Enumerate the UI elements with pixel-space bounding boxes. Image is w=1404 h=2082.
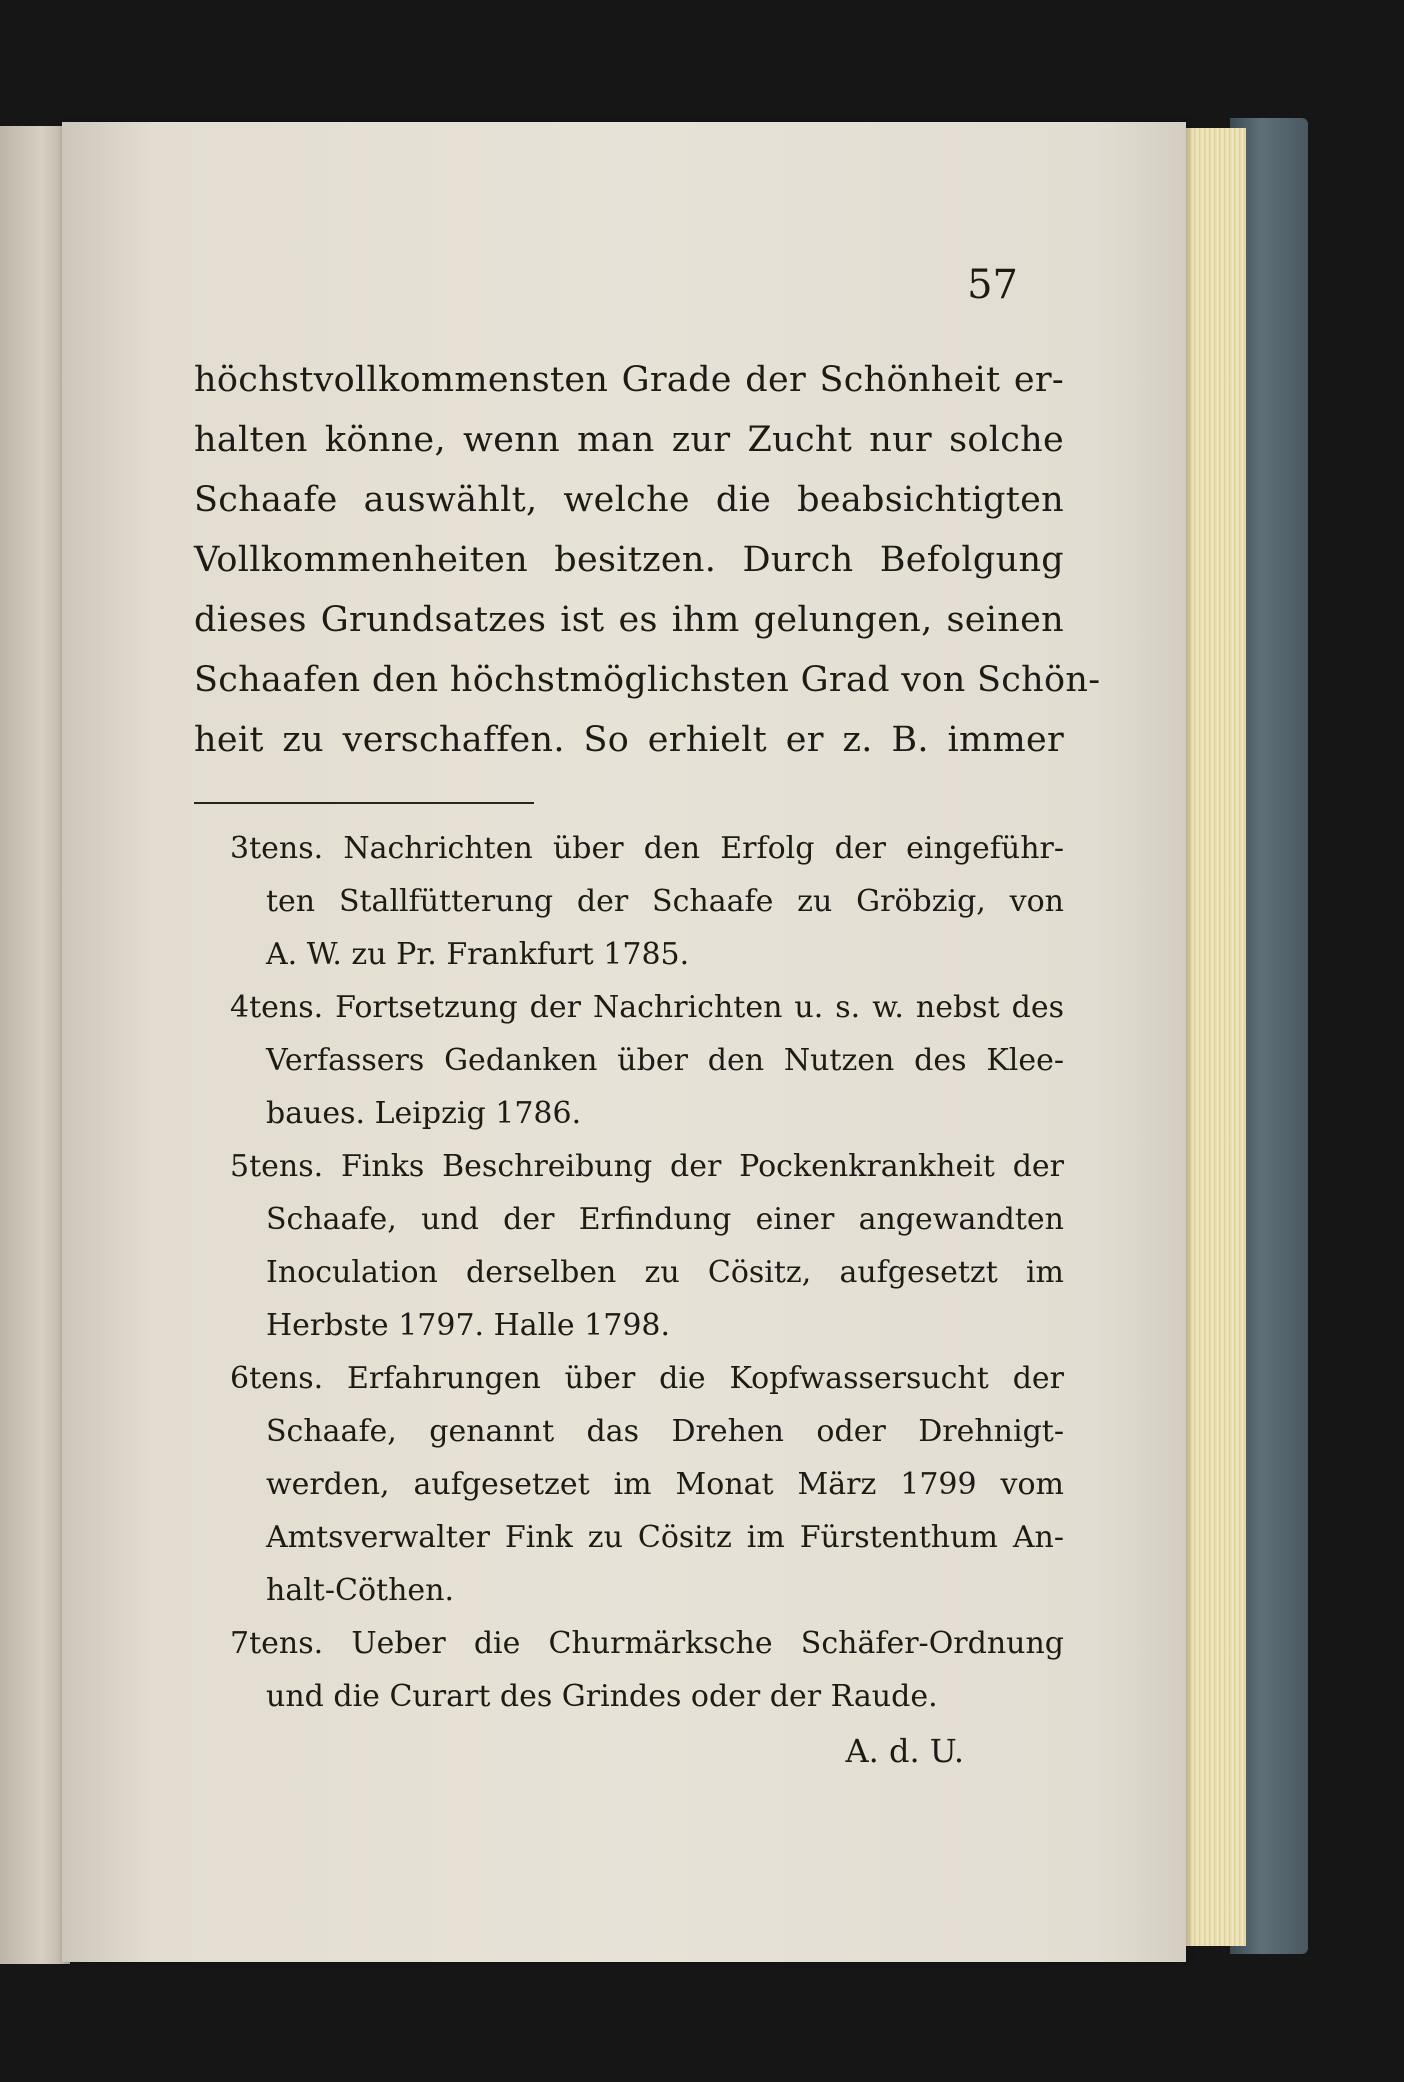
footnote-5 [230,1140,1064,1352]
body-line: Schaafe auswählt, welche die beabsichtigten [194,480,1064,520]
body-line: Vollkommenheiten besitzen. Durch Befolgung [194,540,1064,580]
body-line: heit zu verschaffen. So erhielt er z. B. immer [194,720,1064,760]
footnote-6 [230,1352,1064,1617]
footnote-3 [230,822,1064,981]
note-line: 5tens. Finks Beschreibung der Pockenkrankheit der [230,1149,1064,1184]
footnotes [230,822,1064,1779]
page-number: 57 [967,262,1018,308]
body-text [194,350,1101,770]
note-line: 6tens. Erfahrungen über die Kopfwassersucht der [230,1361,1064,1396]
book-page [62,122,1186,1962]
note-line: Verfassers Gedanken über den Nutzen des Klee- [266,1043,1064,1078]
note-line: halt-Cöthen. [266,1573,454,1608]
note-line: ten Stallfütterung der Schaafe zu Gröbzig, von [266,884,1064,919]
note-line: Herbste 1797. Halle 1798. [266,1308,671,1343]
note-line: Amtsverwalter Fink zu Cösitz im Fürstenthum An- [266,1520,1064,1555]
body-line: höchstvollkommensten Grade der Schönheit er- [194,360,1064,400]
note-line: 4tens. Fortsetzung der Nachrichten u. s. w. nebst des [230,990,1064,1025]
note-line: A. W. zu Pr. Frankfurt 1785. [266,937,690,972]
left-page-edge [0,126,70,1964]
note-line: werden, aufgesetzet im Monat März 1799 vom [266,1467,1064,1502]
signature: A. d. U. [845,1732,964,1770]
footnote-4 [230,981,1064,1140]
body-line: dieses Grundsatzes ist es ihm gelungen, seinen [194,600,1064,640]
footnote-rule [194,802,534,804]
footnote-7 [230,1617,1064,1723]
note-line: Schaafe, genannt das Drehen oder Drehnigt- [266,1414,1064,1449]
note-line: Inoculation derselben zu Cösitz, aufgesetzt im [266,1255,1064,1290]
note-line: und die Curart des Grindes oder der Raude. [266,1679,938,1714]
note-line: 3tens. Nachrichten über den Erfolg der eingeführ- [230,831,1064,866]
body-line: Schaafen den höchstmöglichsten Grad von Schön- [194,660,1101,700]
body-line: halten könne, wenn man zur Zucht nur solche [194,420,1064,460]
note-line: Schaafe, und der Erfindung einer angewandten [266,1202,1064,1237]
note-line: 7tens. Ueber die Churmärksche Schäfer-Ordnung [230,1626,1064,1661]
note-line: baues. Leipzig 1786. [266,1096,582,1131]
